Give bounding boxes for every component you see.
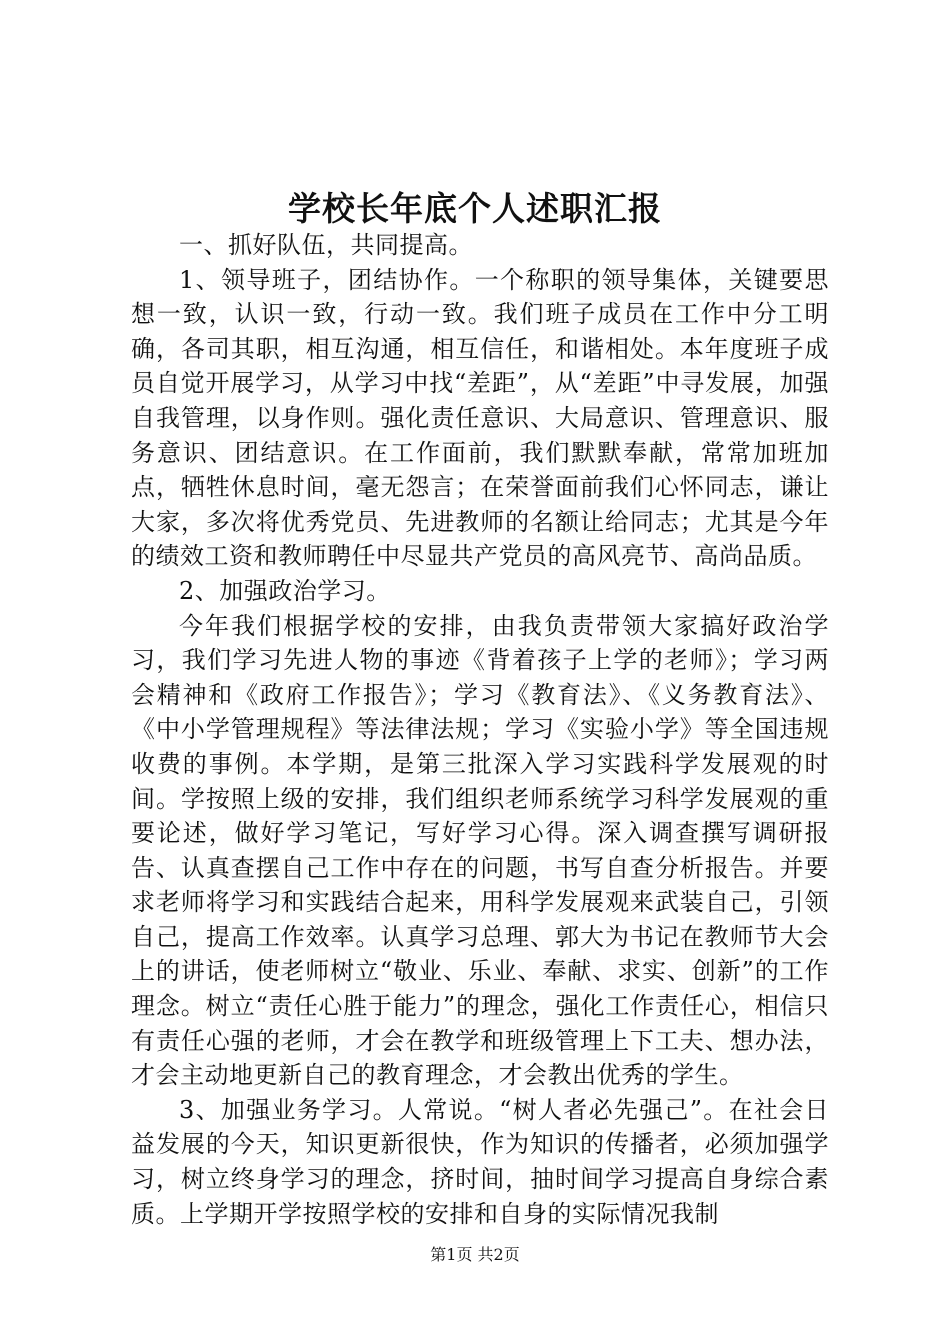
paragraph-political-study-heading: 2、加强政治学习。 bbox=[179, 576, 391, 605]
paragraph-professional-study: 3、加强业务学习。人常说。“树人者必先强己”。在社会日益发展的今天，知识更新很快，作为知识的传播者，必须加强学习，树立终身学习的理念，挤时间，抽时间学习提高自身综合素质。上学期开学按照学校的安排和自身的实际情况我制 bbox=[131, 1095, 829, 1228]
paragraph-political-study: 今年我们根据学校的安排，由我负责带领大家搞好政治学习，我们学习先进人物的事迹《背着孩子上学的老师》；学习两会精神和《政府工作报告》；学习《教育法》、《义务教育法》、《中小学管理规程》等法律法规；学习《实验小学》等全国违规收费的事例。本学期，是第三批深入学习实践科学发展观的时间。学按照上级的安排，我们组织老师系统学习科学发展观的重要论述，做好学习笔记，写好学习心得。深入调查撰写调研报告、认真查摆自己工作中存在的问题，书写自查分析报告。并要求老师将学习和实践结合起来，用科学发展观来武装自己，引领自己，提高工作效率。认真学习总理、郭大为书记在教师节大会上的讲话，使老师树立“敬业、乐业、奉献、求实、创新”的工作理念。树立“责任心胜于能力”的理念，强化工作责任心，相信只有责任心强的老师，才会在教学和班级管理上下工夫、想办法，才会主动地更新自己的教育理念，才会教出优秀的学生。 bbox=[131, 611, 829, 1090]
document-body bbox=[131, 228, 829, 1231]
document-title: 学校长年底个人述职汇报 bbox=[288, 189, 662, 228]
paragraph-section-heading: 一、抓好队伍，共同提高。 bbox=[179, 231, 473, 259]
page-footer: 第1页 共2页 bbox=[430, 1245, 520, 1264]
paragraph-leadership: 1、领导班子，团结协作。一个称职的领导集体，关键要思想一致，认识一致，行动一致。我们班子成员在工作中分工明确，各司其职，相互沟通，相互信任，和谐相处。本年度班子成员自觉开展学习，从学习中找“差距”，从“差距”中寻发展，加强自我管理，以身作则。强化责任意识、大局意识、管理意识、服务意识、团结意识。在工作面前，我们默默奉献，常常加班加点，牺牲休息时间，毫无怨言；在荣誉面前我们心怀同志，谦让大家，多次将优秀党员、先进教师的名额让给同志；尤其是今年的绩效工资和教师聘任中尽显共产党员的高风亮节、高尚品质。 bbox=[131, 265, 829, 571]
